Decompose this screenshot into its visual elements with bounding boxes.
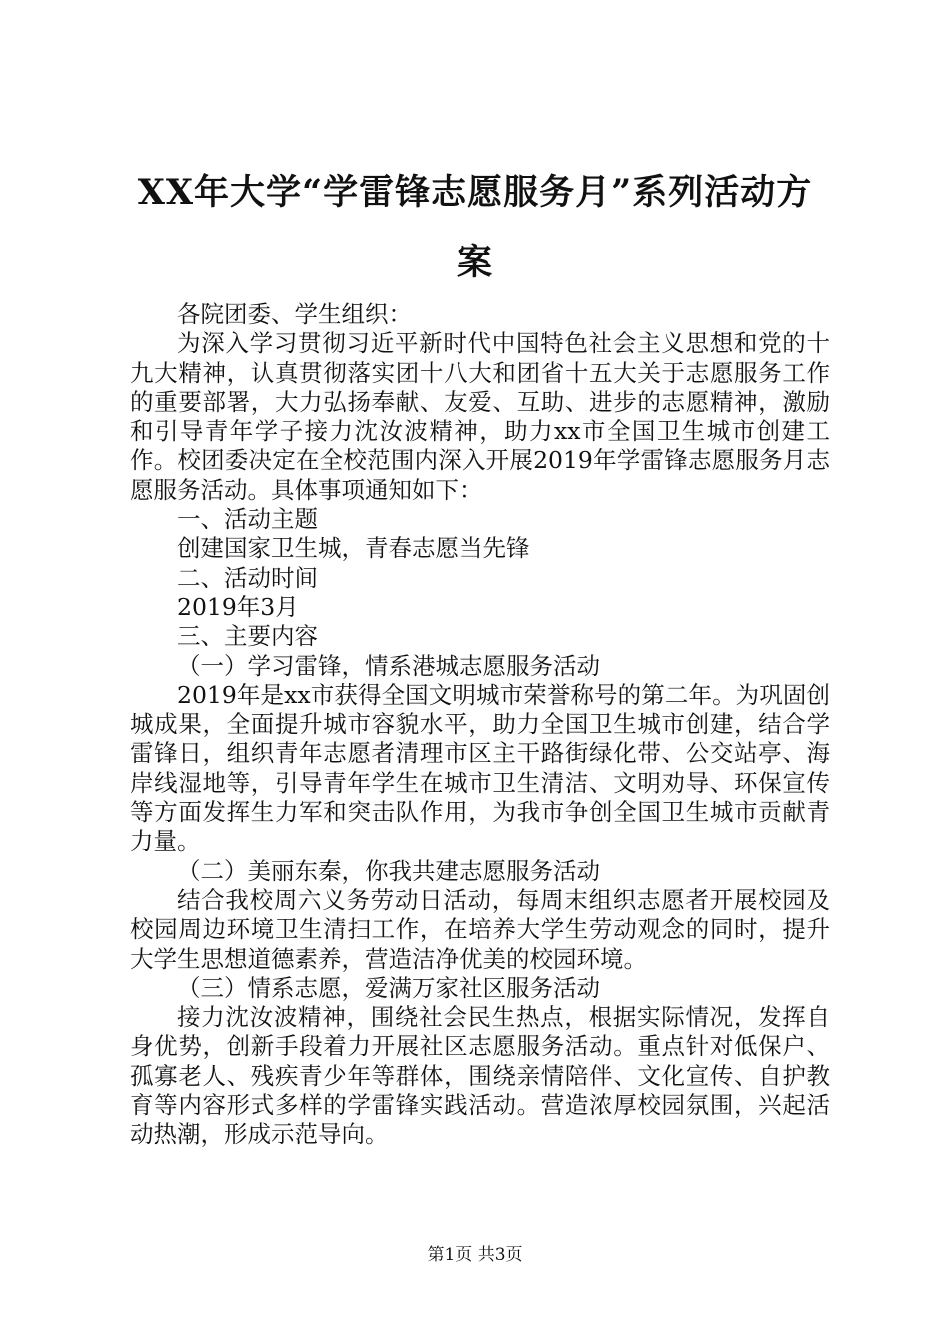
subsection-text-2: 结合我校周六义务劳动日活动，每周末组织志愿者开展校园及校园周边环境卫生清扫工作，在培养大学生劳动观念的同时，提升大学生思想道德素养，营造洁净优美的校园环境。: [130, 885, 830, 973]
subsection-text-3: 接力沈汝波精神，围绕社会民生热点，根据实际情况，发挥自身优势，创新手段着力开展社区志愿服务活动。重点针对低保户、孤寡老人、残疾青少年等群体，围绕亲情陪伴、文化宣传、自护教育等内容形式多样的学雷锋实践活动。营造浓厚校园氛围，兴起活动热潮，形成示范导向。: [130, 1003, 830, 1149]
section-text-theme: 创建国家卫生城，青春志愿当先锋: [177, 534, 530, 563]
salutation: 各院团委、学生组织：: [177, 300, 412, 328]
section-heading-time: 二、活动时间: [177, 563, 318, 592]
section-heading-content: 三、主要内容: [177, 622, 318, 651]
intro-paragraph: 为深入学习贯彻习近平新时代中国特色社会主义思想和党的十九大精神，认真贯彻落实团十八大和团省十五大关于志愿服务工作的重要部署，大力弘扬奉献、友爱、互助、进步的志愿精神，激励和引导青年学子接力沈汝波精神，助力xx市全国卫生城市创建工作。校团委决定在全校范围内深入开展2019年学雷锋志愿服务月志愿服务活动。具体事项通知如下：: [130, 329, 830, 504]
section-text-time: 2019年3月: [177, 592, 299, 621]
page-footer: 第1页 共3页: [427, 1245, 523, 1265]
document-body: [130, 300, 830, 1150]
subsection-text-1: 2019年是xx市获得全国文明城市荣誉称号的第二年。为巩固创城成果，全面提升城市容貌水平，助力全国卫生城市创建，结合学雷锋日，组织青年志愿者清理市区主干路街绿化带、公交站亭、海岸线湿地等，引导青年学生在城市卫生清洁、文明劝导、环保宣传等方面发挥生力军和突击队作用，为我市争创全国卫生城市贡献青力量。: [130, 680, 830, 856]
subsection-heading-2: （二）美丽东秦，你我共建志愿服务活动: [177, 856, 600, 885]
subsection-heading-1: （一）学习雷锋，情系港城志愿服务活动: [177, 651, 600, 680]
subsection-heading-3: （三）情系志愿，爱满万家社区服务活动: [177, 973, 600, 1002]
document-title: XX年大学“学雷锋志愿服务月”系列活动方案: [137, 172, 813, 283]
section-heading-theme: 一、活动主题: [177, 505, 318, 534]
